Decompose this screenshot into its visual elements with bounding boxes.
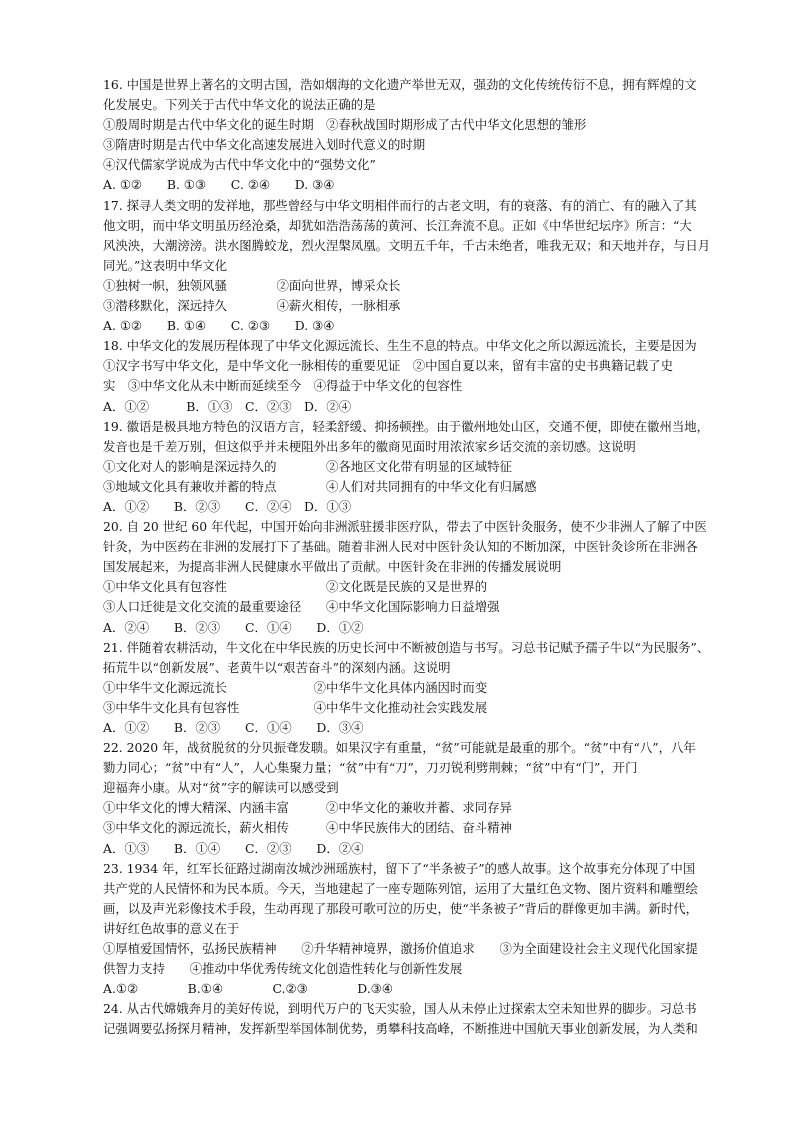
- text-line: A．①③ B．①④ C．②③ D．②④: [103, 840, 364, 856]
- text-line: 针灸，为中医药在非洲的发展打下了基础。随着非洲人民对中医针灸认知的不断加深，中医针灸诊所在非洲各: [103, 539, 698, 555]
- text-line: 化发展史。下列关于古代中华文化的说法正确的是: [103, 97, 376, 113]
- text-line: ①中华牛文化源远流长 ②中华牛文化具体内涵因时而变: [103, 679, 488, 695]
- text-line: A. ①② B. ①④ C. ②③ D. ③④: [103, 318, 335, 334]
- text-line: 23. 1934 年，红军长征路过湖南汝城沙洲瑶族村，留下了“半条被子”的感人故事。这个故事充分体现了中国: [103, 860, 696, 876]
- text-line: 供智力支持 ④推动中华优秀传统文化创造性转化与创新性发展: [103, 961, 463, 977]
- text-line: A. ①② B. ①③ C. ②④ D. ③④: [103, 177, 335, 193]
- text-line: 国发展起来，为提高非洲人民健康水平做出了贡献。中医针灸在非洲的传播发展说明: [103, 559, 562, 575]
- text-line: A．①② B．②③ C．①④ D．③④: [103, 720, 364, 735]
- text-line: 19. 徽语是极具地方特色的汉语方言，轻柔舒缓、抑扬顿挫。由于徽州地处山区，交通不便，即使在徽州当地，: [103, 418, 710, 434]
- text-line: ①厚植爱国情怀，弘扬民族精神 ②升华精神境界，激扬价值追求 ③为全面建设社会主义现代化国家提: [103, 941, 698, 957]
- text-line: ①中华文化的博大精深、内涵丰富 ②中华文化的兼收并蓄、求同存异: [103, 800, 512, 816]
- text-line: 21. 伴随着农耕活动，牛文化在中华民族的历史长河中不断被创造与书写。习总书记赋予孺子牛以“为民服务”、: [103, 639, 710, 655]
- text-line: A．①② B．②③ C．②④ D．①③: [103, 498, 352, 514]
- text-line: 20. 自 20 世纪 60 年代起，中国开始向非洲派驻援非医疗队，带去了中医针灸服务，使不少非洲人了解了中医: [103, 519, 707, 535]
- text-line: 风泱泱，大潮滂滂。洪水图腾蛟龙，烈火涅槃凤凰。文明五千年，千古未绝者，唯我无双；和天地并存，与日月: [103, 237, 711, 253]
- text-line: A.①② B.①④ C.②③ D.③④: [103, 981, 393, 997]
- text-line: ③隋唐时期是古代中华文化高速发展进入划时代意义的时期: [103, 137, 426, 153]
- text-line: ③潜移默化，深远持久 ④薪火相传，一脉相承: [103, 298, 401, 314]
- text-line: ①文化对人的影响是深远持久的 ②各地区文化带有明显的区域特征: [103, 458, 512, 474]
- text-line: 讲好红色故事的意义在于: [103, 920, 240, 936]
- text-line: 16. 中国是世界上著名的文明古国，浩如烟海的文化遗产举世无双，强劲的文化传统传衍不息，拥有辉煌的文: [103, 77, 697, 92]
- text-line: 22. 2020 年，战贫脱贫的分贝振聋发聩。如果汉字有重量，“贫”可能就是最重的那个。“贫”中有“八”，八年: [103, 740, 696, 756]
- text-line: 17. 探寻人类文明的发祥地，那些曾经与中华文明相伴而行的古老文明，有的衰落、有的消亡、有的融入了其: [103, 197, 697, 213]
- question-text: [103, 75, 783, 1040]
- text-line: 发音也是千差万别，但这似乎并未梗阻外出多年的徽商见面时用浓浓家乡话交流的亲切感。这说明: [103, 438, 636, 454]
- text-line: ①殷周时期是古代中华文化的诞生时期 ②春秋战国时期形成了古代中华文化思想的雏形: [103, 117, 587, 133]
- text-line: 同光。”这表明中华文化: [103, 257, 228, 273]
- text-line: ④汉代儒家学说成为古代中华文化中的“强势文化”: [103, 157, 376, 173]
- text-line: 拓荒牛以“创新发展”、老黄牛以“艰苦奋斗”的深刻内涵。这说明: [103, 659, 451, 675]
- text-line: 勠力同心；“贫”中有“人”，人心集聚力量；“贫”中有“刀”，刀刃锐利劈荆棘；“贫”中有“门”，开门: [103, 760, 638, 776]
- text-line: ①汉字书写中华文化，是中华文化一脉相传的重要见证 ②中国自夏以来，留有丰富的史书典籍记载了史: [103, 358, 673, 374]
- text-line: ③中华文化的源远流长，薪火相传 ④中华民族伟大的团结、奋斗精神: [103, 820, 512, 836]
- text-line: 24. 从古代嫦娥奔月的美好传说，到明代万户的飞天实验，国人从未停止过探索太空未知世界的脚步。习总书: [103, 1001, 697, 1017]
- text-line: 实 ③中华文化从未中断而延续至今 ④得益于中华文化的包容性: [103, 378, 463, 394]
- text-line: ③地域文化具有兼收并蓄的特点 ④人们对共同拥有的中华文化有归属感: [103, 478, 537, 494]
- text-line: 记强调要弘扬探月精神，发挥新型举国体制优势，勇攀科技高峰，不断推进中国航天事业创新发展，为人类和: [103, 1021, 698, 1037]
- text-line: 他文明，而中华文明虽历经沧桑，却犹如浩浩荡荡的黄河、长江奔流不息。正如《中华世纪坛序》所言：“大: [103, 217, 692, 233]
- text-line: ①独树一帜，独领风骚 ②面向世界，博采众长: [103, 277, 401, 293]
- text-line: 画，以及声光彩像技术手段，生动再现了那段可歌可泣的历史，使“半条被子”背后的群像更加丰满。新时代，: [103, 900, 699, 916]
- text-line: 18. 中华文化的发展历程体现了中华文化源远流长、生生不息的特点。中华文化之所以源远流长，主要是因为: [103, 338, 697, 354]
- text-line: 迎福奔小康。从对“贫”字的解读可以感受到: [103, 780, 339, 796]
- text-line: A．①② B．①③ C．②③ D．②④: [103, 398, 352, 414]
- text-line: ③人口迁徙是文化交流的最重要途径 ④中华文化国际影响力日益增强: [103, 599, 500, 615]
- text-line: ③中华牛文化具有包容性 ④中华牛文化推动社会实践发展: [103, 699, 488, 715]
- text-line: 共产党的人民情怀和为民本质。今天，当地建起了一座专题陈列馆，运用了大量红色文物、图片资料和雕塑绘: [103, 880, 698, 896]
- text-line: ①中华文化具有包容性 ②文化既是民族的又是世界的: [103, 579, 488, 595]
- text-line: A．②④ B．②③ C．①④ D．①②: [103, 619, 364, 635]
